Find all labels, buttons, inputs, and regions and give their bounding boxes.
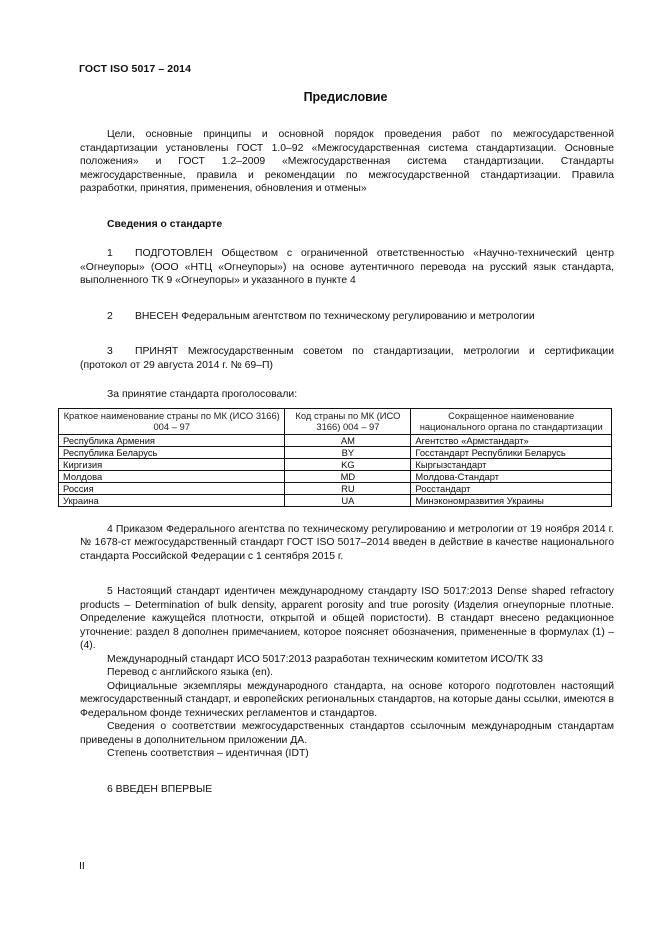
table-cell-code: RU xyxy=(285,482,411,494)
table-cell-country: Россия xyxy=(59,482,285,494)
table-cell-country: Киргизия xyxy=(59,458,285,470)
table-cell-body: Агентство «Армстандарт» xyxy=(411,434,612,446)
table-cell-code: AM xyxy=(285,434,411,446)
standards-bodies-table xyxy=(58,408,612,507)
item-1 xyxy=(80,247,614,288)
table-cell-body: Минэкономразвития Украины xyxy=(411,494,612,506)
table-header-body: Сокращенное наименование национального органа по стандартизации xyxy=(411,408,612,434)
item-3-number: 3 xyxy=(107,346,113,357)
table-header-row xyxy=(59,408,612,434)
table-cell-body: Госстандарт Республики Беларусь xyxy=(411,446,612,458)
table-row xyxy=(59,434,612,446)
table-header-code: Код страны по МК (ИСО 3166) 004 – 97 xyxy=(285,408,411,434)
item-4: 4 Приказом Федерального агентства по техническому регулированию и метрологии от 19 ноября 2014 г. № 1678-ст межгосударственный стандарт ГОСТ ISO 5017–2014 введен в действие в качестве национального стандарта Российской Федерации с 1 сентября 2015 г. xyxy=(80,523,614,562)
item-2-number: 2 xyxy=(107,310,113,322)
intro-paragraph: Цели, основные принципы и основной порядок проведения работ по межгосударственной стандартизации установлены ГОСТ 1.0–92 «Межгосударственная система стандартизации. Основные положения» и ГОСТ 1.2–2009 «Межгосударственная система стандартизации. Стандарты межгосударственные, правила и рекомендации по межгосударственной стандартизации. Правила разработки, принятия, применения, обновления и отмены» xyxy=(80,129,614,194)
page-title: Предисловие xyxy=(303,90,388,104)
item-5-paragraph-4: Официальные экземпляры международного стандарта, на основе которого подготовлен настоящий межгосударственный стандарт, и европейских региональных стандартов, на которые даны ссылки, имеются в Федеральном фонде технических регламентов и стандартов. xyxy=(80,680,614,719)
table-cell-body: Росстандарт xyxy=(411,482,612,494)
table-cell-code: BY xyxy=(285,446,411,458)
item-3-text: ПРИНЯТ Межгосударственным советом по стандартизации, метрологии и сертификации (протокол от 29 августа 2014 г. № 69–П) xyxy=(80,346,614,371)
table-cell-body: Молдова-Стандарт xyxy=(411,470,612,482)
table-header-country: Краткое наименование страны по МК (ИСО 3166) 004 – 97 xyxy=(59,408,285,434)
table-row xyxy=(59,470,612,482)
table-cell-body: Кыргызстандарт xyxy=(411,458,612,470)
table-row xyxy=(59,482,612,494)
table-cell-country: Республика Беларусь xyxy=(59,446,285,458)
document-body xyxy=(63,128,614,796)
item-1-number: 1 xyxy=(107,248,113,259)
document-code-header: ГОСТ ISO 5017 – 2014 xyxy=(79,63,192,75)
table-cell-code: UA xyxy=(285,494,411,506)
table-cell-country: Украина xyxy=(59,494,285,506)
section-heading: Сведения о стандарте xyxy=(107,218,223,230)
item-5-paragraph-5: Сведения о соответствии межгосударственных стандартов ссылочным международным стандартам приведены в дополнительном приложении ДА. xyxy=(80,721,614,746)
item-3 xyxy=(80,345,614,372)
table-row xyxy=(59,446,612,458)
item-1-text: ПОДГОТОВЛЕН Обществом с ограниченной ответственностью «Научно-технический центр «Огнеупоры» (ООО «НТЦ «Огнеупоры») на основе аутентичного перевода на русский язык стандарта, выполненного ТК 9 «Огнеупоры» и указанного в пункте 4 xyxy=(80,248,614,286)
item-2 xyxy=(80,310,614,324)
item-5-paragraph-1: 5 Настоящий стандарт идентичен международному стандарту ISO 5017:2013 Dense shaped refractory products – Determination of bulk density, apparent porosity and true porosity (Изделия огнеупорные плотные. Определение кажущейся плотности, открытой и общей пористости). В стандарт внесено редакционное уточнение: раздел 8 дополнен примечанием, которое поясняет обозначения, примененные в формулах (1) – (4). xyxy=(80,586,614,651)
item-5-paragraph-3: Перевод с английского языка (en). xyxy=(107,667,274,678)
item-6: 6 ВВЕДЕН ВПЕРВЫЕ xyxy=(107,783,213,795)
table-cell-country: Республика Армения xyxy=(59,434,285,446)
table-row xyxy=(59,458,612,470)
page-number: II xyxy=(79,860,85,872)
item-5-paragraph-2: Международный стандарт ИСО 5017:2013 разработан техническим комитетом ИСО/ТК 33 xyxy=(107,653,544,665)
table-cell-code: MD xyxy=(285,470,411,482)
table-row xyxy=(59,494,612,506)
item-5-paragraph-6: Степень соответствия – идентичная (IDT) xyxy=(107,748,309,759)
vote-intro: За принятие стандарта проголосовали: xyxy=(107,389,298,400)
item-2-text: ВНЕСЕН Федеральным агентством по техническому регулированию и метрологии xyxy=(135,310,535,322)
table-cell-country: Молдова xyxy=(59,470,285,482)
table-cell-code: KG xyxy=(285,458,411,470)
